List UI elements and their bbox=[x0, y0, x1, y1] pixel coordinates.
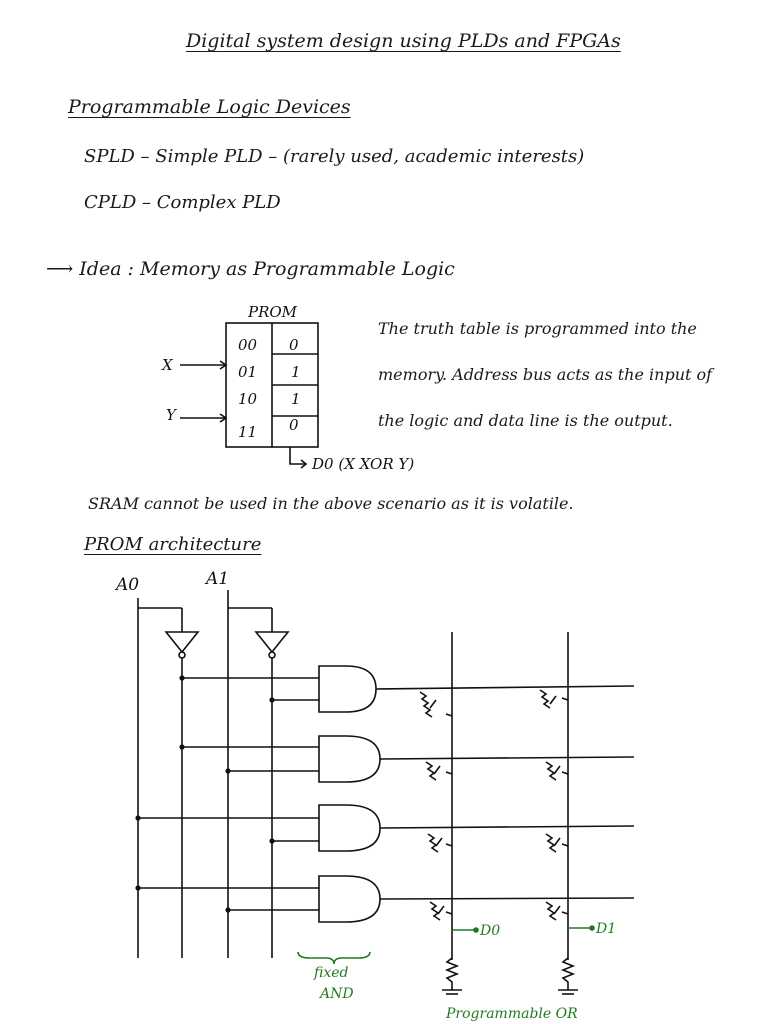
cpld-line: CPLD – Complex PLD bbox=[84, 192, 281, 213]
prom-addr-00: 00 bbox=[238, 336, 258, 354]
prom-label: PROM bbox=[248, 303, 298, 321]
and-gate-3-icon bbox=[138, 805, 634, 851]
section-heading-prom-architecture: PROM architecture bbox=[84, 534, 262, 555]
fixed-and-label: AND bbox=[320, 986, 354, 1002]
output-d0-label: D0 bbox=[480, 923, 501, 939]
prom-data-01: 1 bbox=[291, 363, 301, 381]
and-gate-1-icon bbox=[182, 666, 634, 712]
and-gate-2-icon bbox=[182, 736, 634, 782]
page-title: Digital system design using PLDs and FPGAs bbox=[186, 30, 621, 52]
resistor-d1-icon bbox=[563, 958, 573, 990]
idea-line: ⟶ Idea : Memory as Programmable Logic bbox=[46, 258, 455, 280]
prom-addr-10: 10 bbox=[238, 390, 258, 408]
output-d1-label: D1 bbox=[596, 921, 617, 937]
fixed-label: fixed bbox=[314, 965, 349, 981]
input-a1-label: A1 bbox=[206, 569, 230, 589]
prom-data-00: 0 bbox=[289, 336, 299, 354]
prom-data-10: 1 bbox=[291, 390, 301, 408]
inverter-a1-icon bbox=[256, 632, 288, 652]
brace-icon bbox=[298, 952, 370, 964]
prom-circuit bbox=[138, 590, 634, 994]
spld-line: SPLD – Simple PLD – (rarely used, academic interests) bbox=[84, 146, 585, 167]
prom-addr-01: 01 bbox=[238, 363, 258, 381]
input-y-label: Y bbox=[166, 406, 176, 424]
prom-description: The truth table is programmed into the memory. Address bus acts as the input of the logic and data line is the output. bbox=[378, 319, 713, 430]
prom-data-11: 0 bbox=[289, 416, 299, 434]
fuse-links bbox=[420, 690, 568, 920]
and-gate-4-icon bbox=[138, 876, 634, 922]
sram-note: SRAM cannot be used in the above scenario as it is volatile. bbox=[88, 494, 574, 513]
section-heading-pld: Programmable Logic Devices bbox=[68, 96, 351, 118]
inverter-a0-icon bbox=[166, 632, 198, 652]
input-a0-label: A0 bbox=[116, 575, 140, 595]
input-x-label: X bbox=[162, 356, 173, 374]
programmable-or-label: Programmable OR bbox=[446, 1006, 578, 1022]
prom-output-label: D0 (X XOR Y) bbox=[312, 455, 415, 473]
prom-addr-11: 11 bbox=[238, 423, 258, 441]
resistor-d0-icon bbox=[447, 958, 457, 990]
